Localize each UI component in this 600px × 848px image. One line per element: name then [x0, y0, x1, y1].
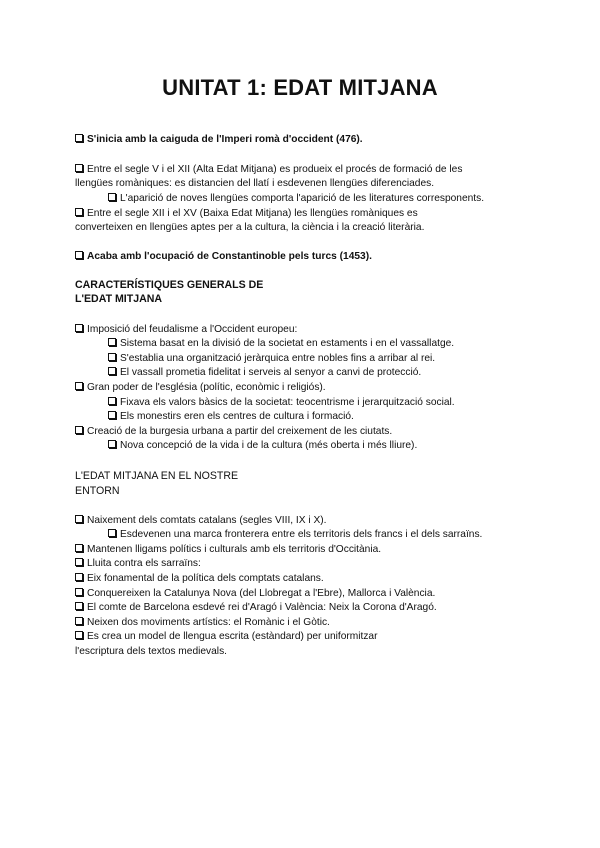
checkbox-bullet-icon: [75, 426, 83, 434]
general-item-text: S'establia una organització jeràrquica entre nobles fins a arribar al rei.: [120, 353, 436, 364]
checkbox-bullet-icon: [75, 617, 83, 625]
checkbox-bullet-icon: [75, 588, 83, 596]
general-item-text: Els monestirs eren els centres de cultura i formació.: [120, 411, 354, 422]
checkbox-bullet-icon: [75, 573, 83, 581]
checkbox-bullet-icon: [75, 208, 83, 216]
page-title: UNITAT 1: EDAT MITJANA: [162, 75, 438, 100]
general-item-text: Creació de la burgesia urbana a partir del creixement de les ciutats.: [87, 426, 393, 437]
checkbox-bullet-icon: [75, 164, 83, 172]
end-text: Acaba amb l'ocupació de Constantinoble pels turcs (1453).: [87, 251, 372, 262]
general-heading-line1: CARACTERÍSTIQUES GENERALS DE: [75, 279, 264, 291]
checkbox-bullet-icon: [75, 631, 83, 639]
checkbox-bullet-icon: [75, 324, 83, 332]
p1-sub-text: L'aparició de noves llengües comporta l'aparició de les literatures corresponents.: [120, 193, 485, 204]
local-item: [75, 543, 381, 556]
general-item: [75, 425, 392, 438]
local-item: [75, 601, 437, 614]
checkbox-bullet-icon: [75, 251, 83, 259]
checkbox-bullet-icon: [108, 411, 116, 419]
start-text: S'inicia amb la caiguda de l'Imperi romà d'occident (476).: [87, 134, 363, 145]
general-heading-line2: L'EDAT MITJANA: [75, 293, 163, 305]
local-item: [75, 514, 327, 527]
start-bullet: [75, 133, 363, 146]
general-item: [108, 396, 455, 409]
local-continuation: l'escriptura dels textos medievals.: [75, 646, 227, 657]
general-item-text: Gran poder de l'església (polític, econòmic i religiós).: [87, 382, 326, 393]
general-item-text: Imposició del feudalisme a l'Occident europeu:: [87, 324, 298, 335]
local-item: [75, 557, 201, 570]
local-item-text: Mantenen lligams polítics i culturals amb els territoris d'Occitània.: [87, 544, 382, 555]
general-item-text: Fixava els valors bàsics de la societat: teocentrisme i jerarquització social.: [120, 397, 455, 408]
p1-sub-bullet: [108, 192, 484, 205]
local-item: [75, 616, 330, 629]
end-bullet: [75, 250, 372, 263]
general-item: [75, 381, 326, 394]
checkbox-bullet-icon: [108, 397, 116, 405]
general-item-text: Sistema basat en la divisió de la societat en estaments i en el vassallatge.: [120, 338, 455, 349]
local-heading-line2: ENTORN: [75, 485, 120, 497]
general-item-text: Nova concepció de la vida i de la cultura (més oberta i més lliure).: [120, 440, 418, 451]
p1-bullet: [75, 163, 462, 176]
checkbox-bullet-icon: [108, 440, 116, 448]
p2-line1-text: Entre el segle XII i el XV (Baixa Edat Mitjana) les llengües romàniques es: [87, 208, 418, 219]
checkbox-bullet-icon: [75, 134, 83, 142]
general-item: [75, 323, 297, 336]
local-item-text: El comte de Barcelona esdevé rei d'Aragó i València: Neix la Corona d'Aragó.: [87, 602, 437, 613]
checkbox-bullet-icon: [108, 193, 116, 201]
general-item: [108, 352, 435, 365]
local-item-text: Eix fonamental de la política dels comptats catalans.: [87, 573, 324, 584]
general-item: [108, 337, 454, 350]
checkbox-bullet-icon: [75, 602, 83, 610]
checkbox-bullet-icon: [75, 558, 83, 566]
local-item: [75, 587, 435, 600]
checkbox-bullet-icon: [75, 515, 83, 523]
general-item: [108, 439, 417, 452]
local-item-text: Conquereixen la Catalunya Nova (del Llobregat a l'Ebre), Mallorca i València.: [87, 588, 436, 599]
p1-line2: llengües romàniques: es distancien del llatí i esdevenen llengües diferenciades.: [75, 178, 435, 189]
checkbox-bullet-icon: [108, 367, 116, 375]
local-heading-line1: L'EDAT MITJANA EN EL NOSTRE: [75, 470, 239, 482]
local-item-text: Neixen dos moviments artístics: el Romànic i el Gòtic.: [87, 617, 330, 628]
local-item-text: Naixement dels comtats catalans (segles VIII, IX i X).: [87, 515, 327, 526]
checkbox-bullet-icon: [108, 353, 116, 361]
local-item: [108, 528, 482, 541]
local-item: [75, 630, 378, 643]
p1-line1-text: Entre el segle V i el XII (Alta Edat Mitjana) es produeix el procés de formació de les: [87, 164, 463, 175]
local-item-text: Esdevenen una marca fronterera entre els territoris dels francs i el dels sarraïns.: [120, 529, 483, 540]
general-item-text: El vassall prometia fidelitat i serveis al senyor a canvi de protecció.: [120, 367, 422, 378]
local-item: [75, 572, 324, 585]
p2-line2: converteixen en llengües aptes per a la cultura, la ciència i la creació literària.: [75, 222, 425, 233]
checkbox-bullet-icon: [108, 338, 116, 346]
local-item-text: Es crea un model de llengua escrita (estàndard) per uniformitzar: [87, 631, 378, 642]
checkbox-bullet-icon: [75, 544, 83, 552]
general-item: [108, 366, 421, 379]
general-item: [108, 410, 354, 423]
p2-bullet: [75, 207, 418, 220]
checkbox-bullet-icon: [75, 382, 83, 390]
local-item-text: Lluita contra els sarraïns:: [87, 558, 201, 569]
checkbox-bullet-icon: [108, 529, 116, 537]
